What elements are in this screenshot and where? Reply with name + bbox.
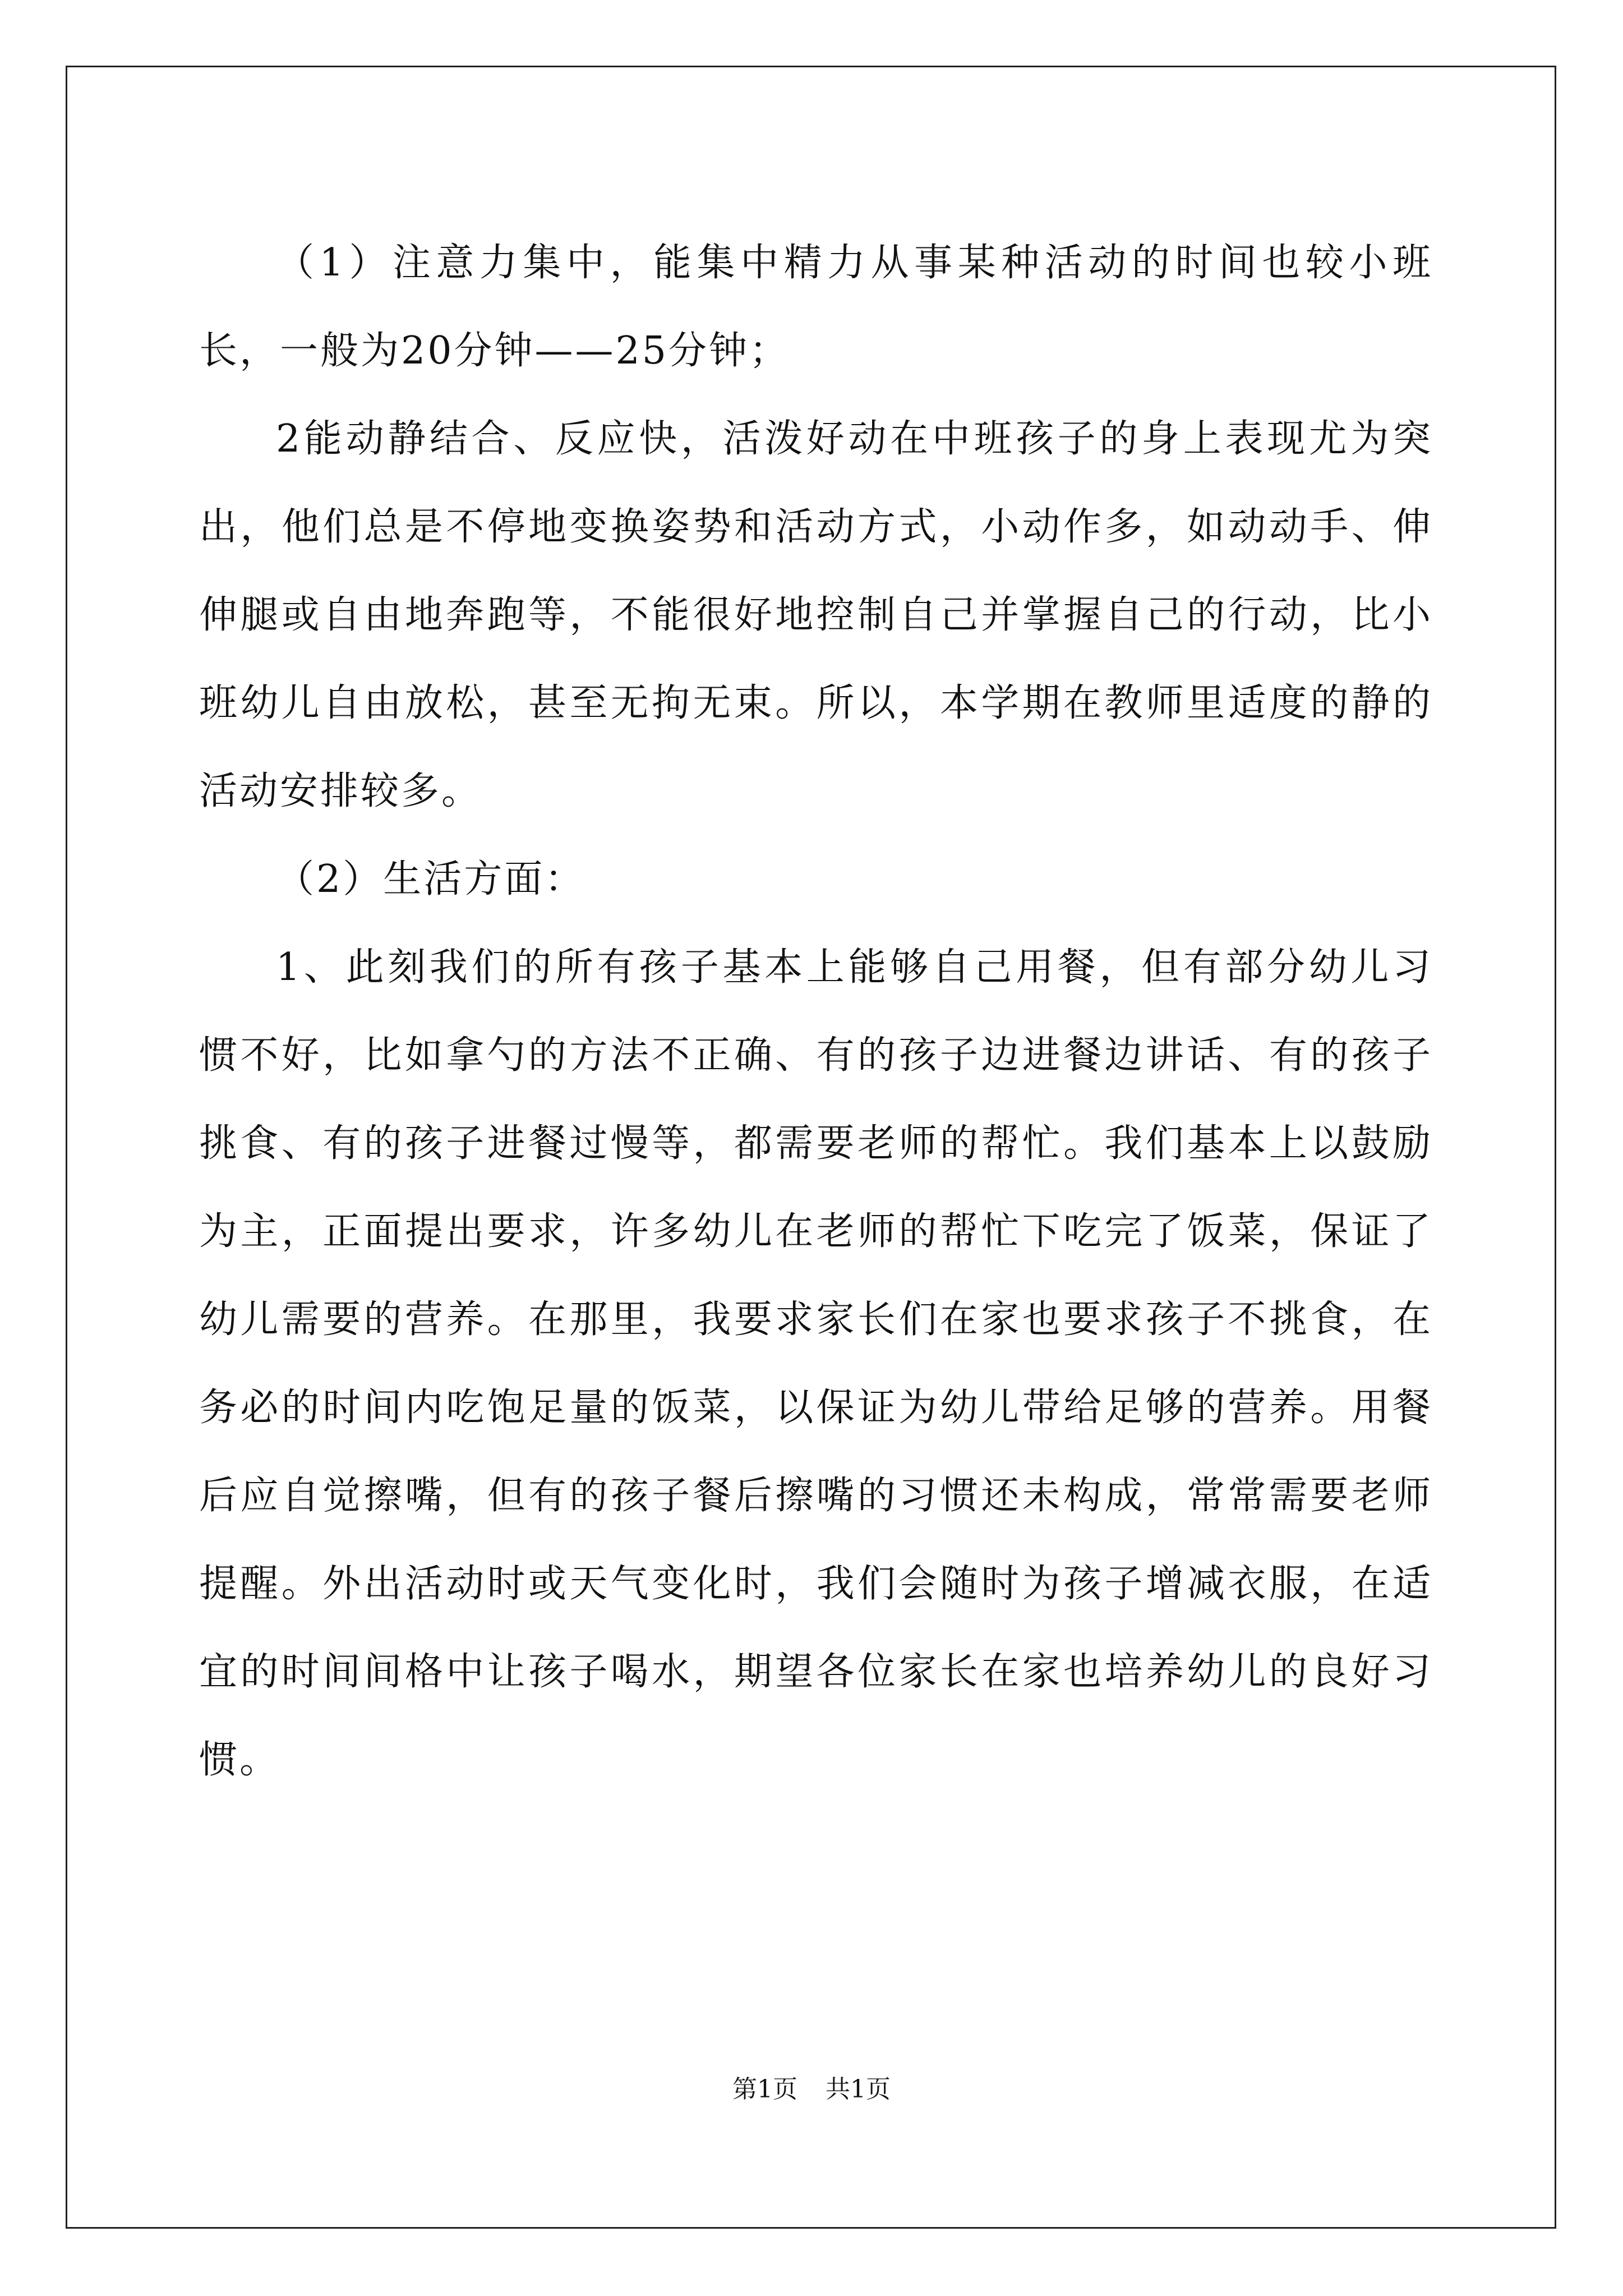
page-number: 第1页	[732, 2075, 797, 2104]
paragraph-active: 2能动静结合、反应快，活泼好动在中班孩子的身上表现尤为突出，他们总是不停地变换姿势和活动方式，小动作多，如动动手、伸伸腿或自由地奔跑等，不能很好地控制自己并掌握自己的行动，比小班幼儿自由放松，甚至无拘无束。所以，本学期在教师里适度的静的活动安排较多。	[199, 417, 1433, 813]
paragraph-meals: 1、此刻我们的所有孩子基本上能够自己用餐，但有部分幼儿习惯不好，比如拿勺的方法不正确、有的孩子边进餐边讲话、有的孩子挑食、有的孩子进餐过慢等，都需要老师的帮忙。我们基本上以鼓励为主，正面提出要求，许多幼儿在老师的帮忙下吃完了饭菜，保证了幼儿需要的营养。在那里，我要求家长们在家也要求孩子不挑食，在务必的时间内吃饱足量的饭菜，以保证为幼儿带给足够的营养。用餐后应自觉擦嘴，但有的孩子餐后擦嘴的习惯还未构成，常常需要老师提醒。外出活动时或天气变化时，我们会随时为孩子增减衣服，在适宜的时间间格中让孩子喝水，期望各位家长在家也培养幼儿的良好习惯。	[199, 945, 1433, 1782]
paragraph-life-heading: （2）生活方面：	[276, 857, 585, 901]
document-body	[199, 219, 1433, 1804]
page-footer	[0, 2073, 1623, 2106]
page-total: 共1页	[826, 2075, 891, 2104]
paragraph-attention: （1）注意力集中，能集中精力从事某种活动的时间也较小班长，一般为20分钟——25分钟；	[199, 241, 1433, 373]
